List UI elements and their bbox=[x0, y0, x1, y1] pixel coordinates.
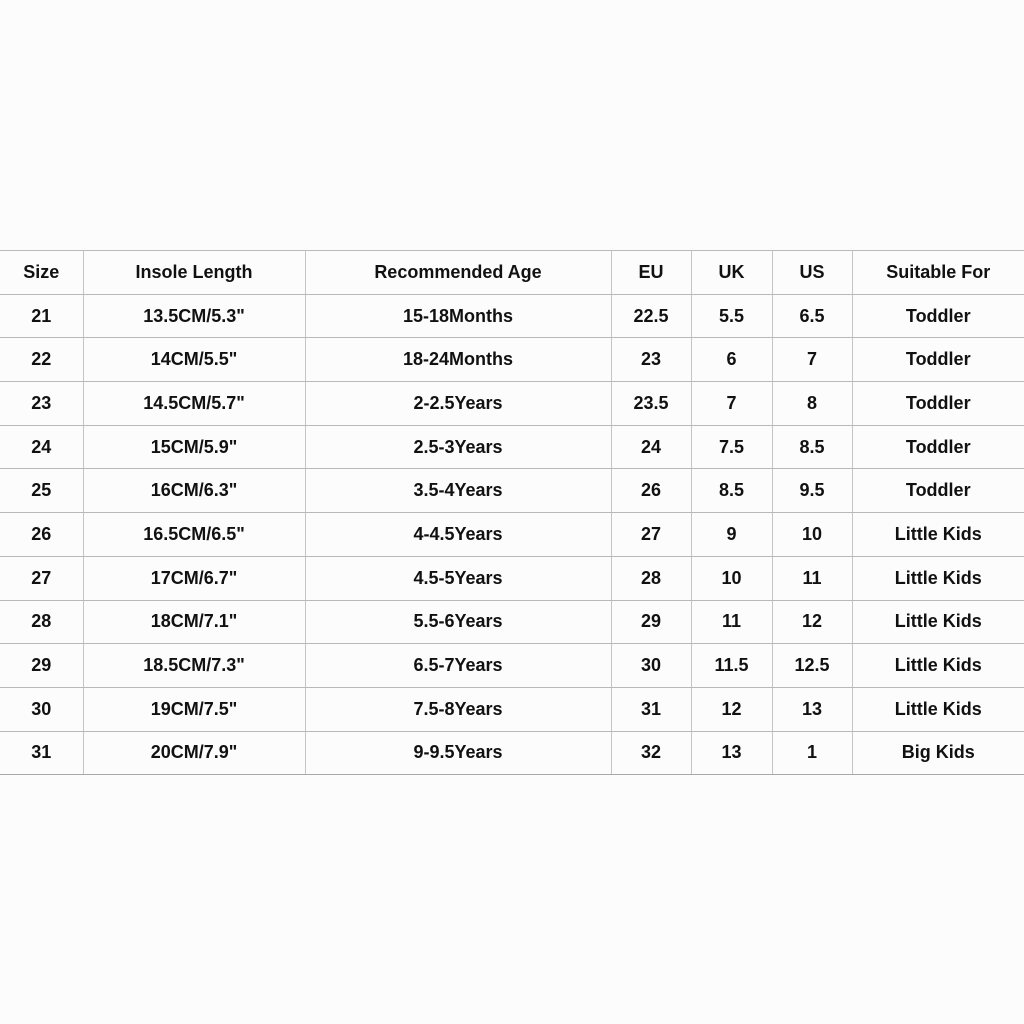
cell-size: 23 bbox=[0, 382, 83, 426]
table-row bbox=[0, 294, 1024, 338]
cell-insole-length: 19CM/7.5" bbox=[83, 687, 305, 731]
cell-size: 26 bbox=[0, 513, 83, 557]
cell-uk: 6 bbox=[691, 338, 772, 382]
cell-recommended-age: 15-18Months bbox=[305, 294, 611, 338]
cell-suitable-for: Toddler bbox=[852, 294, 1024, 338]
table-header-row bbox=[0, 251, 1024, 295]
header-suitable-for: Suitable For bbox=[852, 251, 1024, 295]
cell-eu: 22.5 bbox=[611, 294, 691, 338]
cell-eu: 23.5 bbox=[611, 382, 691, 426]
cell-suitable-for: Little Kids bbox=[852, 556, 1024, 600]
cell-suitable-for: Little Kids bbox=[852, 600, 1024, 644]
cell-recommended-age: 2-2.5Years bbox=[305, 382, 611, 426]
cell-size: 27 bbox=[0, 556, 83, 600]
cell-size: 31 bbox=[0, 731, 83, 775]
cell-uk: 12 bbox=[691, 687, 772, 731]
cell-insole-length: 18.5CM/7.3" bbox=[83, 644, 305, 688]
cell-suitable-for: Little Kids bbox=[852, 644, 1024, 688]
cell-eu: 30 bbox=[611, 644, 691, 688]
cell-insole-length: 18CM/7.1" bbox=[83, 600, 305, 644]
cell-uk: 5.5 bbox=[691, 294, 772, 338]
cell-insole-length: 15CM/5.9" bbox=[83, 425, 305, 469]
cell-recommended-age: 6.5-7Years bbox=[305, 644, 611, 688]
table-row bbox=[0, 338, 1024, 382]
cell-us: 12 bbox=[772, 600, 852, 644]
cell-recommended-age: 5.5-6Years bbox=[305, 600, 611, 644]
cell-us: 12.5 bbox=[772, 644, 852, 688]
header-recommended-age: Recommended Age bbox=[305, 251, 611, 295]
cell-size: 24 bbox=[0, 425, 83, 469]
cell-size: 28 bbox=[0, 600, 83, 644]
cell-us: 1 bbox=[772, 731, 852, 775]
cell-insole-length: 14CM/5.5" bbox=[83, 338, 305, 382]
cell-us: 6.5 bbox=[772, 294, 852, 338]
cell-eu: 24 bbox=[611, 425, 691, 469]
cell-suitable-for: Toddler bbox=[852, 338, 1024, 382]
cell-insole-length: 13.5CM/5.3" bbox=[83, 294, 305, 338]
cell-recommended-age: 9-9.5Years bbox=[305, 731, 611, 775]
cell-uk: 10 bbox=[691, 556, 772, 600]
table-row bbox=[0, 513, 1024, 557]
cell-suitable-for: Little Kids bbox=[852, 513, 1024, 557]
cell-eu: 26 bbox=[611, 469, 691, 513]
cell-uk: 8.5 bbox=[691, 469, 772, 513]
cell-eu: 28 bbox=[611, 556, 691, 600]
cell-size: 22 bbox=[0, 338, 83, 382]
cell-uk: 9 bbox=[691, 513, 772, 557]
cell-recommended-age: 7.5-8Years bbox=[305, 687, 611, 731]
cell-recommended-age: 18-24Months bbox=[305, 338, 611, 382]
cell-us: 9.5 bbox=[772, 469, 852, 513]
cell-suitable-for: Toddler bbox=[852, 469, 1024, 513]
table-row bbox=[0, 556, 1024, 600]
cell-us: 8.5 bbox=[772, 425, 852, 469]
header-us: US bbox=[772, 251, 852, 295]
cell-eu: 32 bbox=[611, 731, 691, 775]
cell-us: 8 bbox=[772, 382, 852, 426]
cell-suitable-for: Toddler bbox=[852, 425, 1024, 469]
header-insole-length: Insole Length bbox=[83, 251, 305, 295]
header-size: Size bbox=[0, 251, 83, 295]
table-row bbox=[0, 687, 1024, 731]
cell-uk: 11 bbox=[691, 600, 772, 644]
cell-us: 11 bbox=[772, 556, 852, 600]
cell-size: 25 bbox=[0, 469, 83, 513]
header-uk: UK bbox=[691, 251, 772, 295]
table-row bbox=[0, 382, 1024, 426]
table-row bbox=[0, 425, 1024, 469]
cell-uk: 7 bbox=[691, 382, 772, 426]
size-chart-table bbox=[0, 250, 1024, 775]
cell-insole-length: 20CM/7.9" bbox=[83, 731, 305, 775]
cell-suitable-for: Big Kids bbox=[852, 731, 1024, 775]
cell-uk: 7.5 bbox=[691, 425, 772, 469]
cell-insole-length: 14.5CM/5.7" bbox=[83, 382, 305, 426]
table-row bbox=[0, 600, 1024, 644]
cell-suitable-for: Little Kids bbox=[852, 687, 1024, 731]
cell-us: 10 bbox=[772, 513, 852, 557]
cell-eu: 23 bbox=[611, 338, 691, 382]
table-row bbox=[0, 469, 1024, 513]
cell-eu: 27 bbox=[611, 513, 691, 557]
cell-size: 21 bbox=[0, 294, 83, 338]
cell-size: 30 bbox=[0, 687, 83, 731]
cell-insole-length: 16CM/6.3" bbox=[83, 469, 305, 513]
cell-recommended-age: 2.5-3Years bbox=[305, 425, 611, 469]
cell-suitable-for: Toddler bbox=[852, 382, 1024, 426]
cell-us: 7 bbox=[772, 338, 852, 382]
cell-eu: 29 bbox=[611, 600, 691, 644]
cell-uk: 11.5 bbox=[691, 644, 772, 688]
cell-recommended-age: 4.5-5Years bbox=[305, 556, 611, 600]
cell-us: 13 bbox=[772, 687, 852, 731]
cell-insole-length: 17CM/6.7" bbox=[83, 556, 305, 600]
table-row bbox=[0, 644, 1024, 688]
cell-eu: 31 bbox=[611, 687, 691, 731]
cell-recommended-age: 3.5-4Years bbox=[305, 469, 611, 513]
header-eu: EU bbox=[611, 251, 691, 295]
cell-size: 29 bbox=[0, 644, 83, 688]
table-row bbox=[0, 731, 1024, 775]
cell-recommended-age: 4-4.5Years bbox=[305, 513, 611, 557]
cell-uk: 13 bbox=[691, 731, 772, 775]
cell-insole-length: 16.5CM/6.5" bbox=[83, 513, 305, 557]
